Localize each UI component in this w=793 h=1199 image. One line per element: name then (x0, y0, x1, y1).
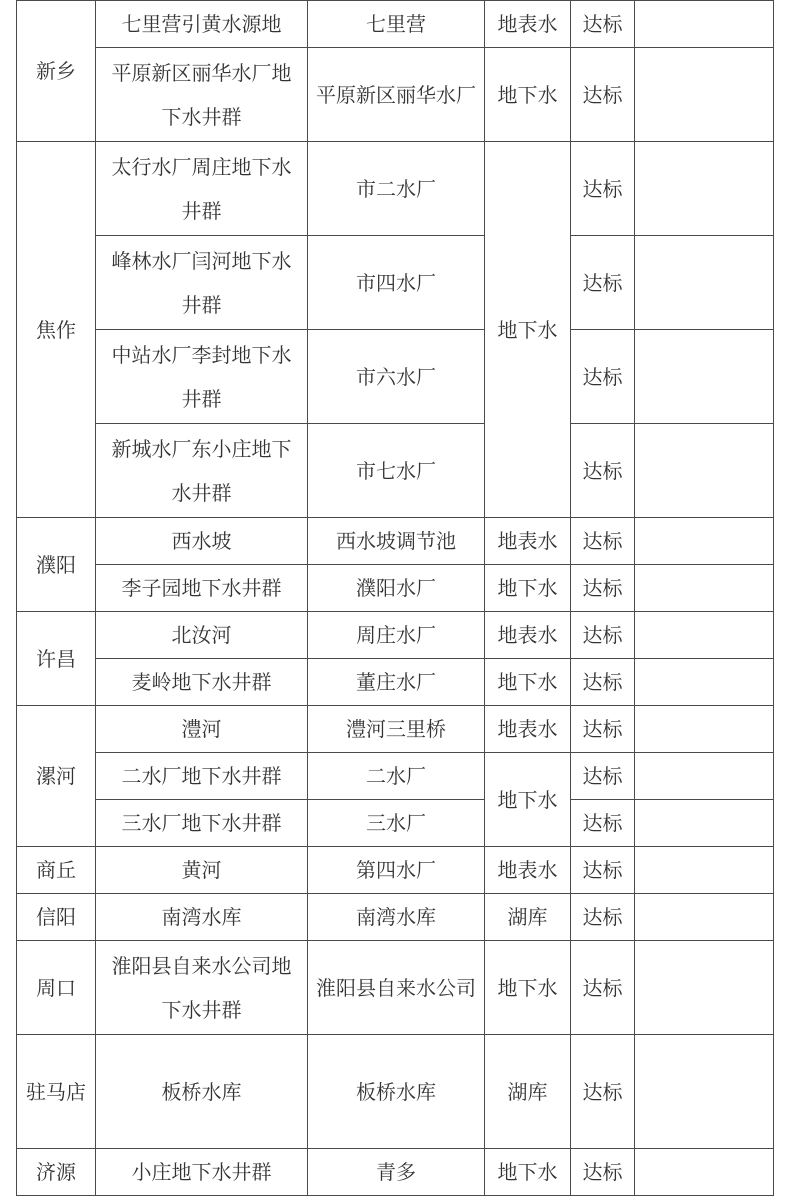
water-plant-cell: 市四水厂 (308, 236, 485, 330)
water-plant-cell: 市七水厂 (308, 424, 485, 518)
status-cell: 达标 (571, 142, 635, 236)
source-type-cell: 地表水 (485, 1, 571, 48)
table-row (17, 1035, 774, 1149)
empty-cell (635, 706, 774, 753)
city-cell: 驻马店 (17, 1035, 96, 1149)
water-source-cell: 北汝河 (96, 612, 308, 659)
status-cell: 达标 (571, 847, 635, 894)
table-row (17, 800, 774, 847)
water-source-cell: 澧河 (96, 706, 308, 753)
empty-cell (635, 847, 774, 894)
status-cell: 达标 (571, 236, 635, 330)
empty-cell (635, 659, 774, 706)
water-source-cell: 二水厂地下水井群 (96, 753, 308, 800)
water-source-cell: 中站水厂李封地下水井群 (96, 330, 308, 424)
water-plant-cell: 西水坡调节池 (308, 518, 485, 565)
source-type-cell: 湖库 (485, 1035, 571, 1149)
source-type-cell: 地下水 (485, 565, 571, 612)
table-row (17, 753, 774, 800)
city-cell: 济源 (17, 1149, 96, 1196)
empty-cell (635, 1, 774, 48)
water-plant-cell: 董庄水厂 (308, 659, 485, 706)
water-source-cell: 淮阳县自来水公司地下水井群 (96, 941, 308, 1035)
water-source-cell: 太行水厂周庄地下水井群 (96, 142, 308, 236)
water-source-cell: 平原新区丽华水厂地下水井群 (96, 48, 308, 142)
table-row (17, 1149, 774, 1196)
source-type-cell: 地下水 (485, 142, 571, 518)
water-source-cell: 李子园地下水井群 (96, 565, 308, 612)
source-type-cell: 地表水 (485, 706, 571, 753)
status-cell: 达标 (571, 424, 635, 518)
empty-cell (635, 236, 774, 330)
water-plant-cell: 二水厂 (308, 753, 485, 800)
source-type-cell: 地表水 (485, 612, 571, 659)
status-cell: 达标 (571, 330, 635, 424)
table-row (17, 1, 774, 48)
water-source-cell: 黄河 (96, 847, 308, 894)
empty-cell (635, 800, 774, 847)
water-plant-cell: 淮阳县自来水公司 (308, 941, 485, 1035)
status-cell: 达标 (571, 941, 635, 1035)
city-cell: 濮阳 (17, 518, 96, 612)
empty-cell (635, 48, 774, 142)
table-row (17, 894, 774, 941)
water-source-cell: 新城水厂东小庄地下水井群 (96, 424, 308, 518)
empty-cell (635, 1035, 774, 1149)
city-cell: 周口 (17, 941, 96, 1035)
water-plant-cell: 第四水厂 (308, 847, 485, 894)
source-type-cell: 地表水 (485, 847, 571, 894)
status-cell: 达标 (571, 612, 635, 659)
table-row (17, 847, 774, 894)
status-cell: 达标 (571, 659, 635, 706)
empty-cell (635, 142, 774, 236)
city-cell: 商丘 (17, 847, 96, 894)
water-plant-cell: 南湾水库 (308, 894, 485, 941)
table-row (17, 659, 774, 706)
status-cell: 达标 (571, 1035, 635, 1149)
status-cell: 达标 (571, 1, 635, 48)
source-type-cell: 湖库 (485, 894, 571, 941)
table-row (17, 941, 774, 1035)
table-row (17, 518, 774, 565)
water-plant-cell: 青多 (308, 1149, 485, 1196)
status-cell: 达标 (571, 706, 635, 753)
water-plant-cell: 澧河三里桥 (308, 706, 485, 753)
water-source-cell: 西水坡 (96, 518, 308, 565)
water-plant-cell: 七里营 (308, 1, 485, 48)
status-cell: 达标 (571, 894, 635, 941)
table-row (17, 48, 774, 142)
table-row (17, 330, 774, 424)
empty-cell (635, 424, 774, 518)
water-plant-cell: 濮阳水厂 (308, 565, 485, 612)
status-cell: 达标 (571, 48, 635, 142)
table-row (17, 236, 774, 330)
empty-cell (635, 518, 774, 565)
water-source-cell: 三水厂地下水井群 (96, 800, 308, 847)
source-type-cell: 地下水 (485, 1149, 571, 1196)
table-row (17, 142, 774, 236)
table-row (17, 424, 774, 518)
empty-cell (635, 1149, 774, 1196)
empty-cell (635, 330, 774, 424)
empty-cell (635, 612, 774, 659)
status-cell: 达标 (571, 1149, 635, 1196)
city-cell: 漯河 (17, 706, 96, 847)
source-type-cell: 地下水 (485, 659, 571, 706)
water-plant-cell: 平原新区丽华水厂 (308, 48, 485, 142)
water-source-cell: 峰林水厂闫河地下水井群 (96, 236, 308, 330)
water-source-cell: 板桥水库 (96, 1035, 308, 1149)
status-cell: 达标 (571, 565, 635, 612)
water-plant-cell: 三水厂 (308, 800, 485, 847)
table-row (17, 706, 774, 753)
water-plant-cell: 市六水厂 (308, 330, 485, 424)
status-cell: 达标 (571, 518, 635, 565)
water-quality-table (16, 0, 774, 1196)
city-cell: 信阳 (17, 894, 96, 941)
table-row (17, 612, 774, 659)
source-type-cell: 地表水 (485, 518, 571, 565)
empty-cell (635, 753, 774, 800)
water-source-cell: 七里营引黄水源地 (96, 1, 308, 48)
water-source-cell: 南湾水库 (96, 894, 308, 941)
source-type-cell: 地下水 (485, 48, 571, 142)
source-type-cell: 地下水 (485, 753, 571, 847)
empty-cell (635, 894, 774, 941)
status-cell: 达标 (571, 753, 635, 800)
status-cell: 达标 (571, 800, 635, 847)
city-cell: 焦作 (17, 142, 96, 518)
water-source-cell: 麦岭地下水井群 (96, 659, 308, 706)
table-row (17, 565, 774, 612)
city-cell: 许昌 (17, 612, 96, 706)
source-type-cell: 地下水 (485, 941, 571, 1035)
city-cell: 新乡 (17, 1, 96, 142)
water-plant-cell: 市二水厂 (308, 142, 485, 236)
water-plant-cell: 周庄水厂 (308, 612, 485, 659)
water-source-cell: 小庄地下水井群 (96, 1149, 308, 1196)
empty-cell (635, 565, 774, 612)
water-plant-cell: 板桥水库 (308, 1035, 485, 1149)
empty-cell (635, 941, 774, 1035)
